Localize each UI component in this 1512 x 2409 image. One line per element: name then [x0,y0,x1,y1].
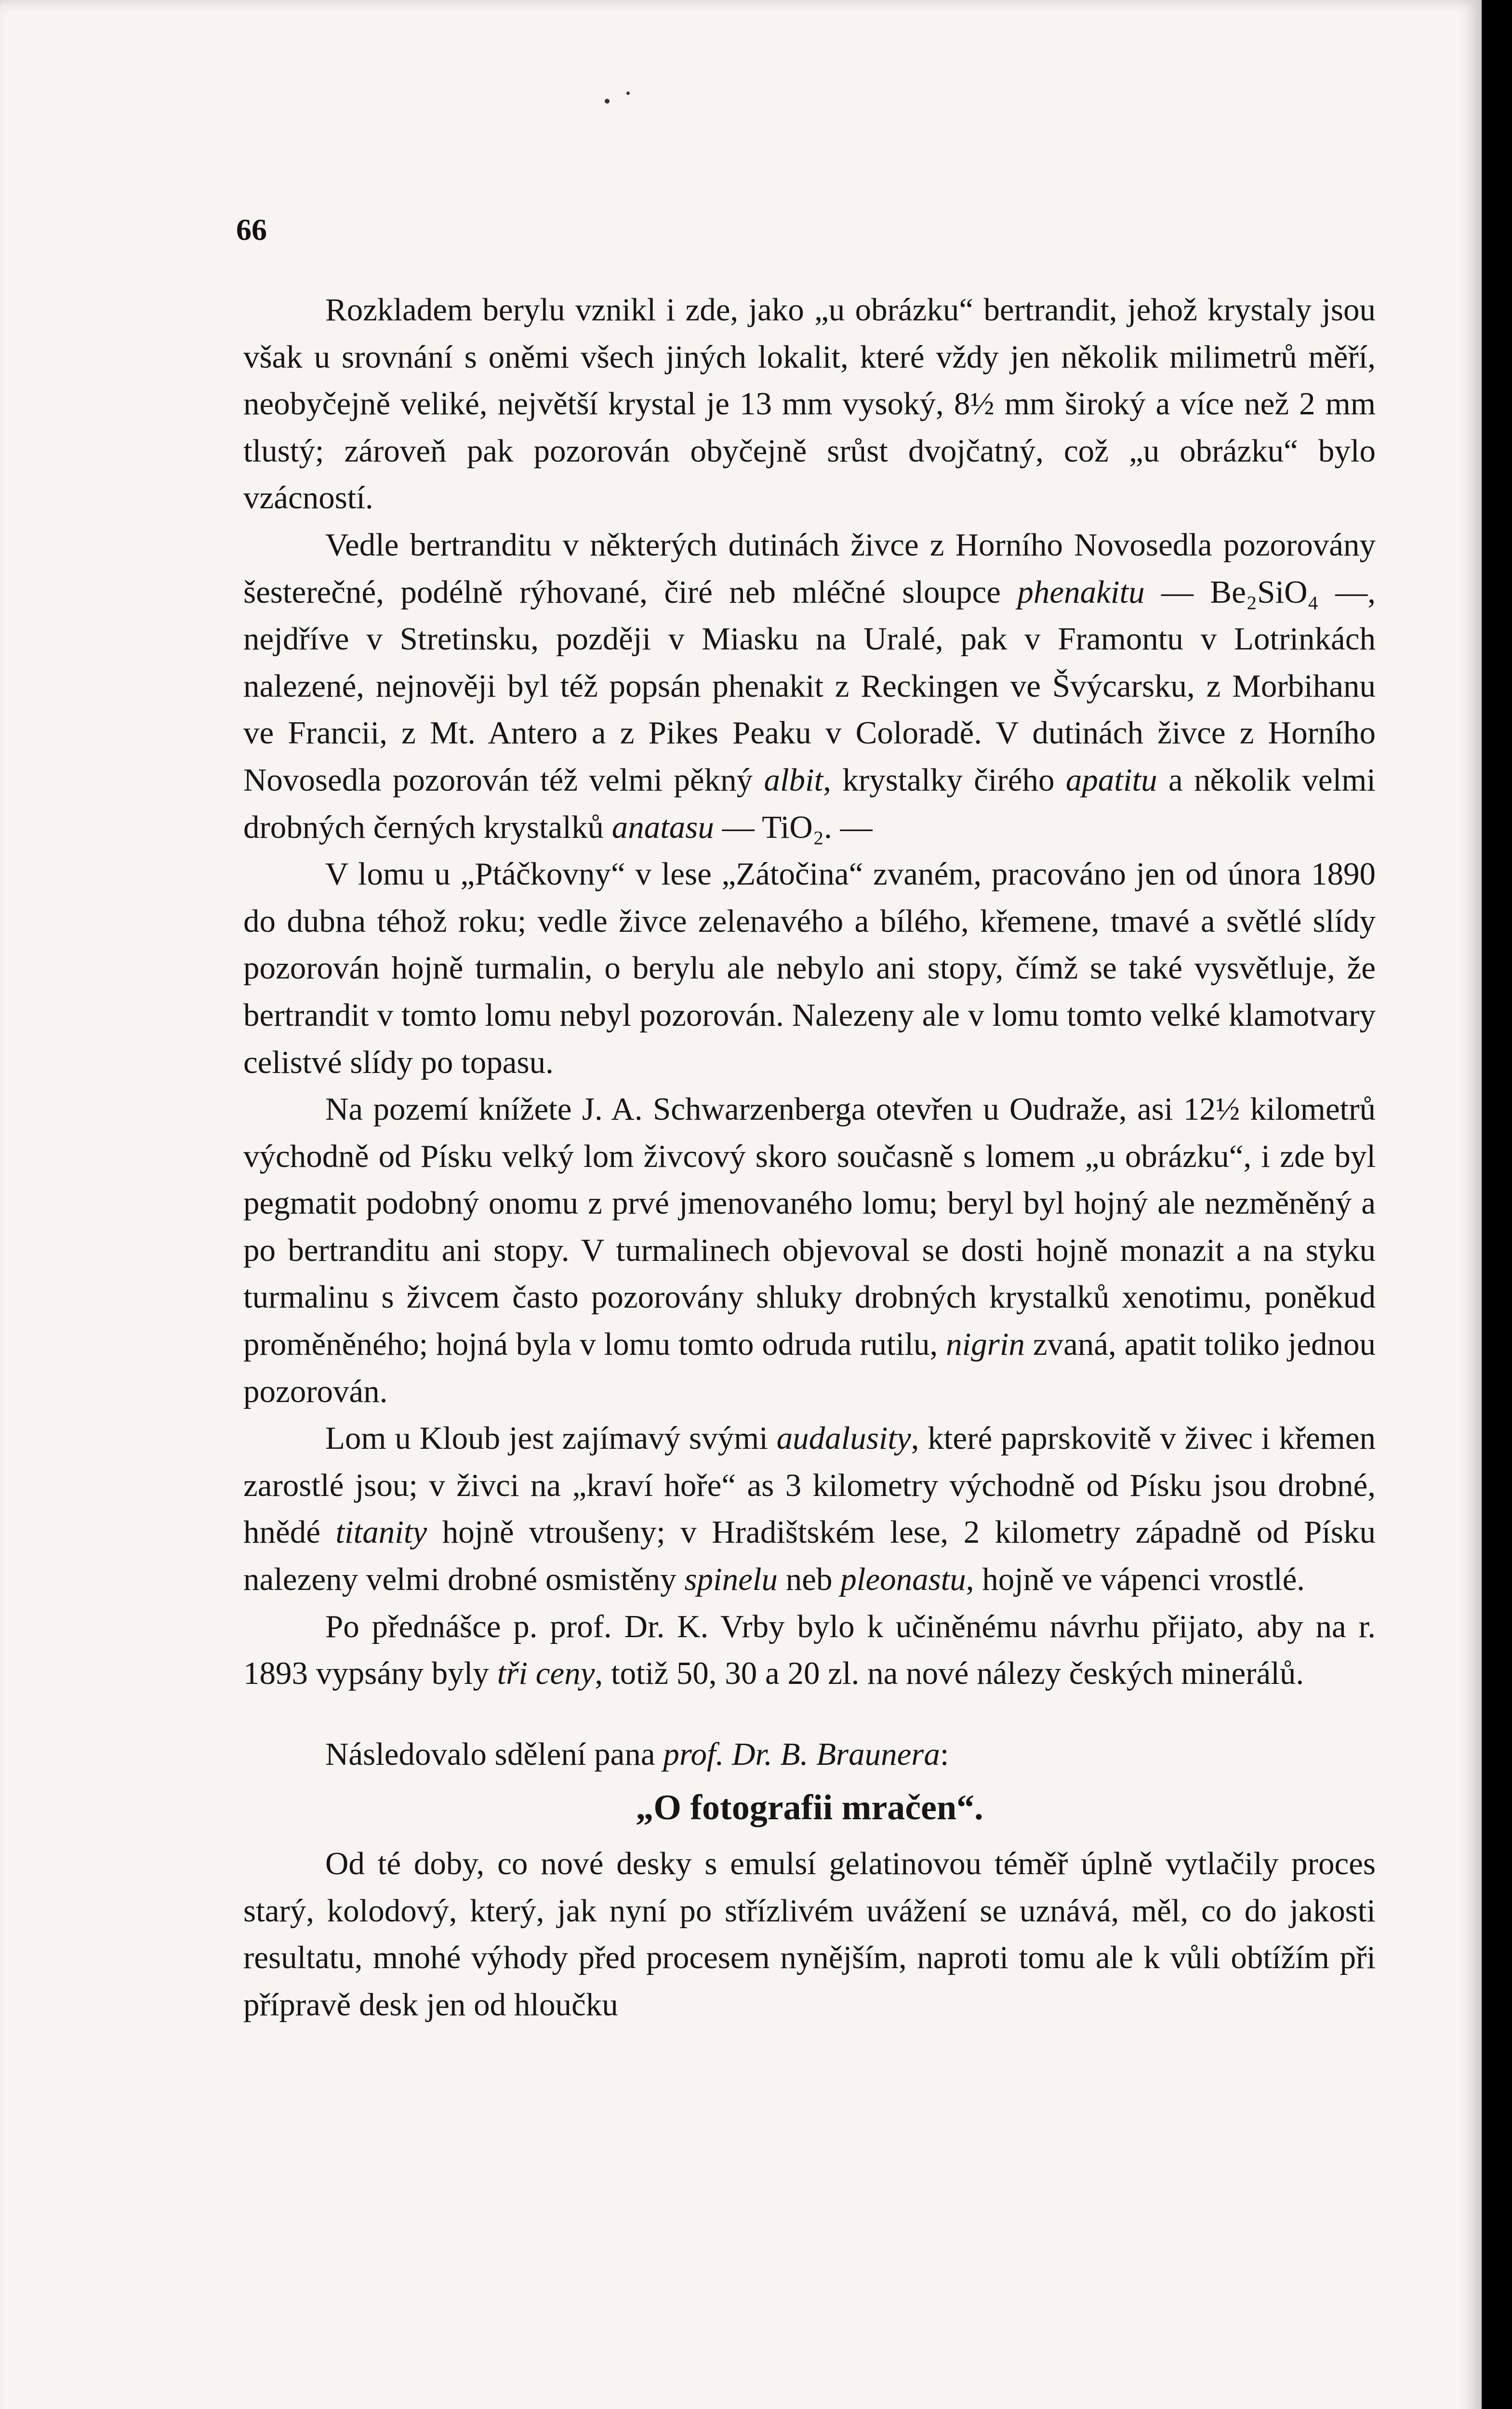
mineral-pleonast: pleonastu [840,1562,966,1598]
paragraph-7: Následovalo sdělení pana prof. Dr. B. Braunera: [325,1736,949,1772]
mineral-spinel: spinelu [684,1562,778,1598]
print-speck [626,92,630,95]
mineral-audalusity: audalusity [776,1420,911,1456]
body-text [243,287,1376,2028]
paragraph-4: Na pozemí knížete J. A. Schwarzenberga otevřen u Oudraže, asi 12½ kilometrů východně od Písku velký lom živcový skoro současně s lomem „u obrázku“, i zde byl pegmatit podobný onomu z prvé jmenovaného lomu; beryl byl hojný ale nezměněný a po bertranditu ani stopy. V turmalinech objevoval se dosti hojně monazit a na styku turmalinu s živcem často pozorovány shluky drobných krystalků xenotimu, poněkud proměněného; hojná byla v lomu tomto odruda rutilu, nigrin zvaná, apatit toliko jednou pozorován. [243,1091,1376,1409]
mineral-nigrin: nigrin [946,1326,1025,1363]
paragraph-3: V lomu u „Ptáčkovny“ v lese „Zátočina“ zvaném, pracováno jen od února 1890 do dubna téhož roku; vedle živce zelenavého a bílého, křemene, tmavé a světlé slídy pozorován hojně turmalin, o berylu ale nebylo ani stopy, čímž se také vysvětluje, že bertrandit v tomto lomu nebyl pozorován. Nalezeny ale v lomu tomto velké klamotvary celistvé slídy po topasu. [243,856,1376,1080]
page-number: 66 [236,212,267,247]
paragraph-2: Vedle bertranditu v některých dutinách živce z Horního Novosedla pozorovány šesterečné, podélně rýhované, čiré neb mléčné sloupce phenakitu — Be₂SiO₄ —, nejdříve v Stretinsku, později v Miasku na Uralé, pak v Framontu v Lotrinkách nalezené, nejnověji byl též popsán phenakit z Reckingen ve Švýcarsku, z Morbihanu ve Francii, z Mt. Antero a z Pikes Peaku v Coloradě. V dutinách živce z Horního Novosedla pozorován též velmi pěkný albit, krystalky čirého apatitu a několik velmi drobných černých krystalků anatasu — TiO₂. — [243,527,1376,845]
mineral-phenakit: phenakitu [1017,574,1145,610]
paragraph-6: Po přednášce p. prof. Dr. K. Vrby bylo k učiněnému návrhu přijato, aby na r. 1893 vypsány byly tři ceny, totiž 50, 30 a 20 zl. na nové nálezy českých minerálů. [243,1608,1376,1692]
mineral-apatit: apatitu [1065,762,1157,798]
paragraph-gap [243,1697,1376,1731]
paragraph-8: Od té doby, co nové desky s emulsí gelatinovou téměř úplně vytlačily proces starý, kolodový, který, jak nyní po střízlivém uvážení se uznává, měl, co do jakosti resultatu, mnohé výhody před procesem nynějším, naproti tomu ale k vůli obtížím při přípravě desk jen od hloučku [243,1846,1376,2023]
paragraph-1: Rozkladem berylu vznikl i zde, jako „u obrázku“ bertrandit, jehož krystaly jsou však u srovnání s oněmi všech jiných lokalit, které vždy jen několik milimetrů měří, neobyčejně veliké, největší krystal je 13 mm vysoký, 8½ mm široký a více než 2 mm tlustý; zároveň pak pozorován obyčejně srůst dvojčatný, což „u obrázku“ bylo vzácností. [243,292,1376,516]
mineral-albit: albit [764,762,823,798]
print-speck [605,99,610,104]
speaker-name: prof. Dr. B. Braunera [663,1736,940,1772]
paragraph-5: Lom u Kloub jest zajímavý svými audalusity, které paprskovitě v živec i křemen zarostlé jsou; v živci na „kraví hoře“ as 3 kilometry východně od Písku jsou drobné, hnědé titanity hojně vtroušeny; v Hradištském lese, 2 kilometry západně od Písku nalezeny velmi drobné osmistěny spinelu neb pleonastu, hojně ve vápenci vrostlé. [243,1420,1376,1598]
section-title: „O fotografii mračen“. [636,1788,983,1828]
mineral-anatas: anatasu [611,809,714,845]
prizes-emphasis: tři ceny [497,1655,595,1692]
mineral-titanity: titanity [335,1514,427,1550]
